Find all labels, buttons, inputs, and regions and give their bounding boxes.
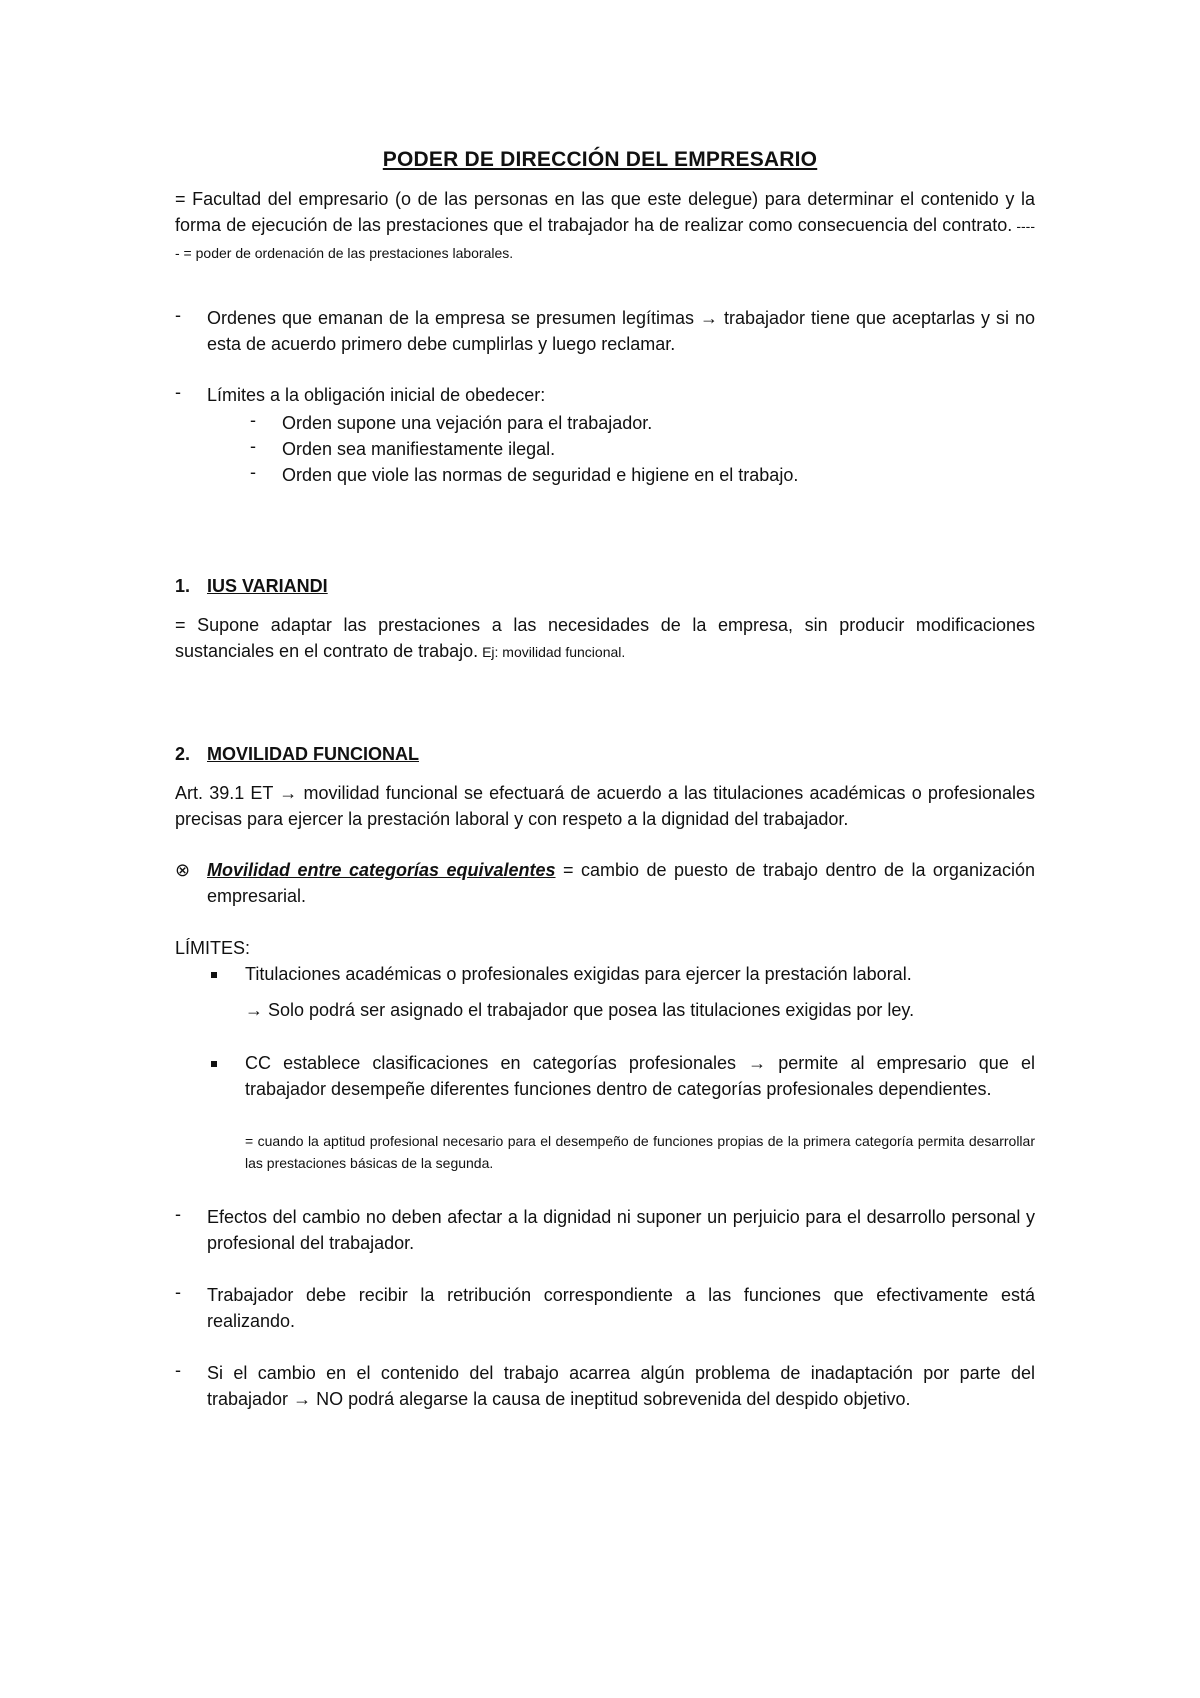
item-limites: Límites a la obligación inicial de obedecer: — [207, 385, 546, 405]
movilidad-paragraph — [207, 857, 1035, 909]
circle-x-icon: ⊗ — [175, 860, 191, 880]
section-title-movilidad: MOVILIDAD FUNCIONAL — [207, 744, 419, 764]
item-ordenes — [207, 305, 1035, 357]
ius-variandi-example: Ej: movilidad funcional. — [478, 644, 626, 660]
section-number: 2. — [175, 744, 191, 764]
arrow-icon: → — [279, 783, 298, 803]
dash-marker: - — [250, 410, 256, 430]
movilidad-rest: = cambio de puesto de trabajo dentro de la organización empresarial. — [207, 860, 1035, 906]
intro-text: = Facultad del empresario (o de las personas en las que este delegue) para determinar el contenido y la forma de ejecución de las prestaciones que el trabajador ha de realizar como consecuencia del contrato. — [175, 189, 1035, 235]
movilidad-em: Movilidad entre categorías equivalentes — [207, 860, 556, 880]
sub-item: Orden que viole las normas de seguridad e higiene en el trabajo. — [282, 465, 799, 485]
item-ordenes-text-a: Ordenes que emanan de la empresa se presumen legítimas — [207, 308, 695, 328]
intro-small-note: ----- = poder de ordenación de las prestaciones laborales. — [175, 218, 1035, 261]
item-retribucion: Trabajador debe recibir la retribución correspondiente a las funciones que efectivamente está realizando. — [207, 1285, 1035, 1331]
square-bullet-icon — [211, 1050, 217, 1076]
bullet-cc-note: = cuando la aptitud profesional necesario para el desempeño de funciones propias de la primera categoría permita desarrollar las prestaciones básicas de la segunda. — [245, 1133, 1035, 1171]
limites-label: LÍMITES: — [175, 938, 251, 958]
section-title-ius-variandi: IUS VARIANDI — [207, 576, 328, 596]
dash-marker: - — [175, 382, 181, 402]
ius-variandi-paragraph — [175, 612, 1035, 665]
item-efectos: Efectos del cambio no deben afectar a la dignidad ni suponer un perjuicio para el desarrollo personal y profesional del trabajador. — [207, 1207, 1035, 1253]
arrow-icon: → — [700, 308, 719, 328]
dash-marker: - — [175, 1360, 181, 1380]
arrow-icon: → — [293, 1389, 312, 1409]
arrow-icon: → — [245, 1000, 263, 1020]
dash-marker: - — [250, 436, 256, 456]
art-text-a: Art. 39.1 ET — [175, 783, 274, 803]
art-text-b: movilidad funcional se efectuará de acuerdo a las titulaciones académicas o profesionales precisas para ejercer la prestación laboral y con respeto a la dignidad del trabajador. — [175, 783, 1035, 829]
bullet-titulaciones-sub: → Solo podrá ser asignado el trabajador que posea las titulaciones exigidas por ley. — [245, 1000, 915, 1020]
dash-marker: - — [250, 462, 256, 482]
intro-paragraph — [175, 186, 1035, 266]
sub-item: Orden supone una vejación para el trabajador. — [282, 413, 653, 433]
square-bullet-icon — [211, 961, 217, 987]
section-number: 1. — [175, 576, 191, 596]
sub-item: Orden sea manifiestamente ilegal. — [282, 439, 556, 459]
arrow-icon: → — [748, 1053, 767, 1073]
dash-marker: - — [175, 305, 181, 325]
item-inadaptacion: Si el cambio en el contenido del trabajo acarrea algún problema de inadaptación por parte del trabajador → NO podrá alegarse la causa de ineptitud sobrevenida del despido objetivo. — [207, 1363, 1035, 1409]
page-title: PODER DE DIRECCIÓN DEL EMPRESARIO — [382, 148, 818, 171]
bullet-titulaciones: Titulaciones académicas o profesionales exigidas para ejercer la prestación laboral. — [245, 964, 912, 984]
art-paragraph — [175, 780, 1035, 832]
dash-marker: - — [175, 1204, 181, 1224]
ius-variandi-text: = Supone adaptar las prestaciones a las necesidades de la empresa, sin producir modificaciones sustanciales en el contrato de trabajo. — [175, 615, 1035, 661]
dash-marker: - — [175, 1282, 181, 1302]
bullet-cc: CC establece clasificaciones en categorías profesionales → permite al empresario que el trabajador desempeñe diferentes funciones dentro de categorías profesionales dependientes. — [245, 1053, 1035, 1099]
item-ordenes-text-b: trabajador tiene que aceptarlas y si no esta de acuerdo primero debe cumplirlas y luego reclamar. — [207, 308, 1035, 354]
